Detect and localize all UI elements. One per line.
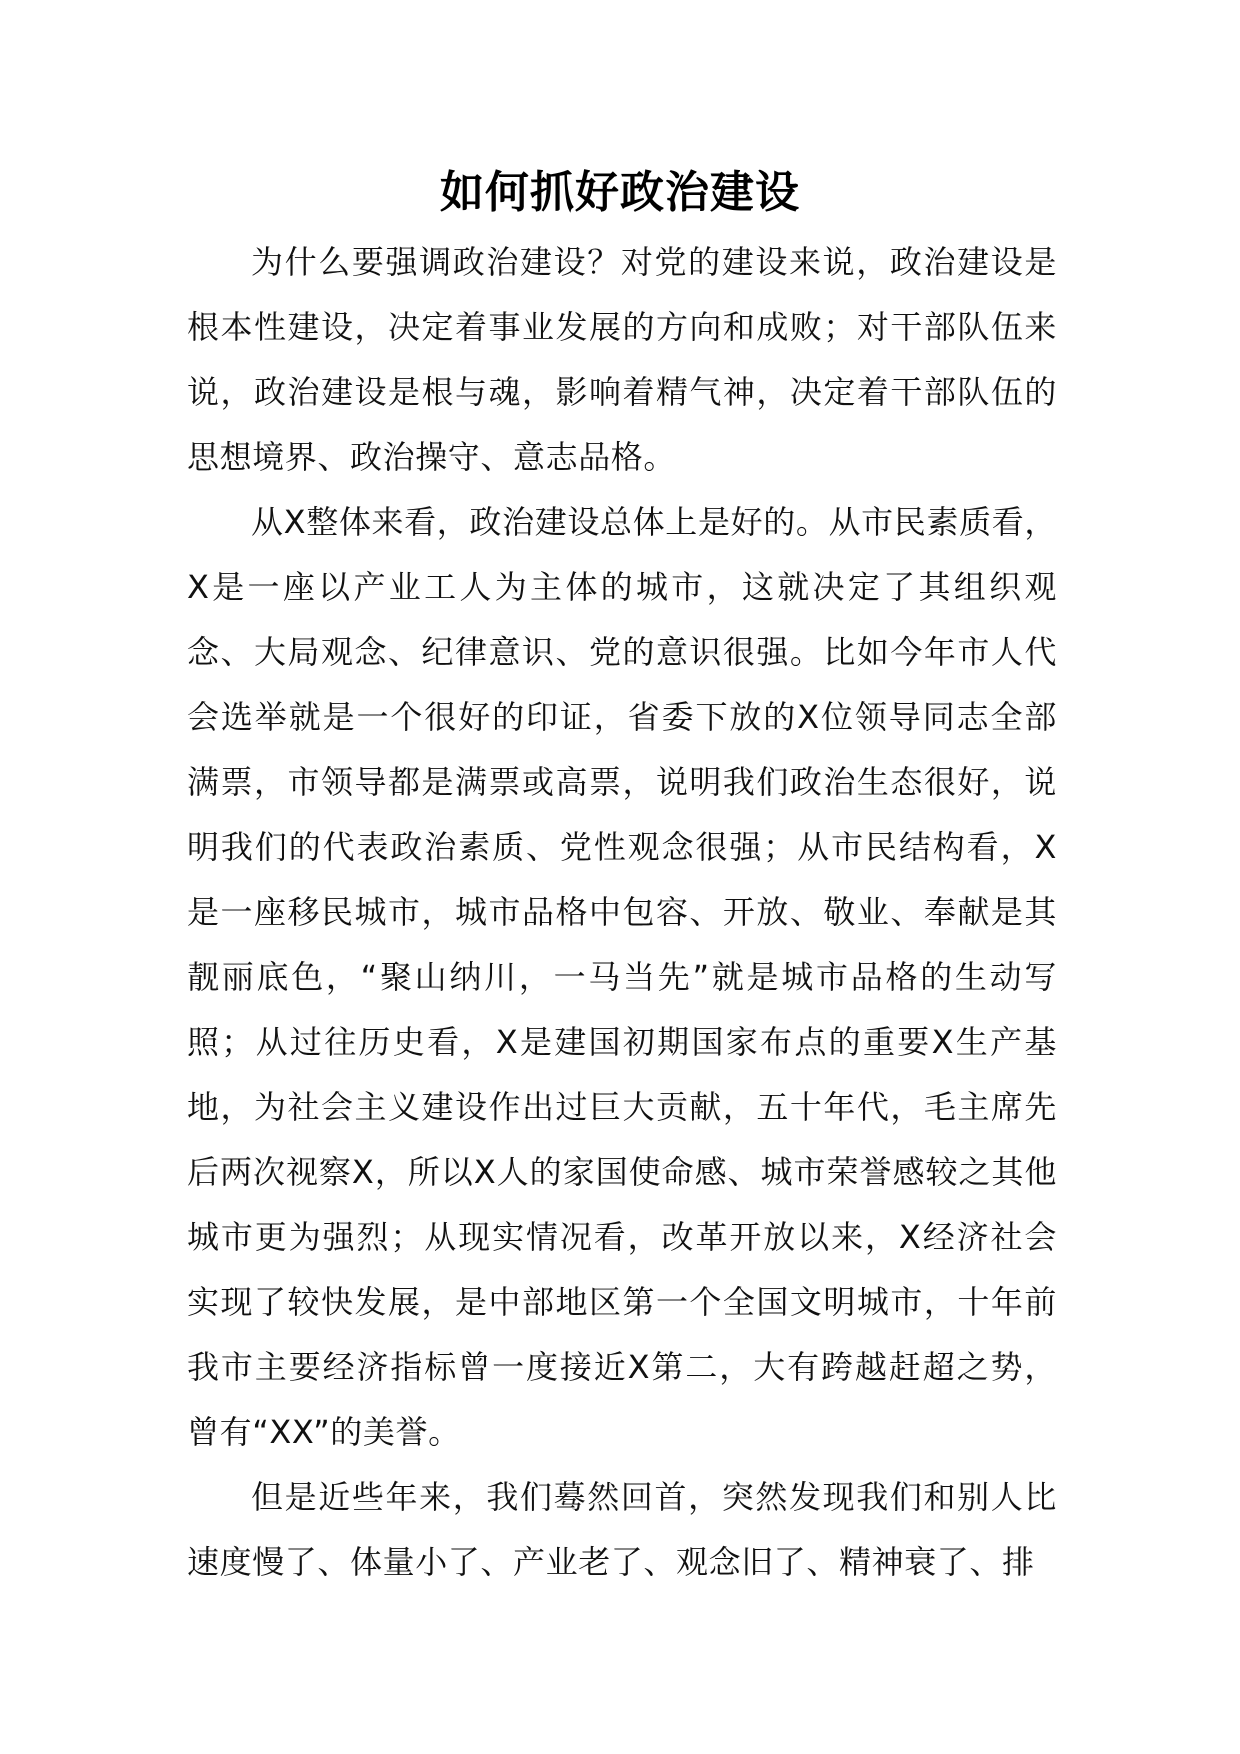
document-body [187,230,1057,1595]
paragraph: 从X整体来看，政治建设总体上是好的。从市民素质看，X是一座以产业工人为主体的城市，这就决定了其组织观念、大局观念、纪律意识、党的意识很强。比如今年市人代会选举就是一个很好的印证，省委下放的X位领导同志全部满票，市领导都是满票或高票，说明我们政治生态很好，说明我们的代表政治素质、党性观念很强；从市民结构看，X是一座移民城市，城市品格中包容、开放、敬业、奉献是其靓丽底色，“聚山纳川，一马当先”就是城市品格的生动写照；从过往历史看，X是建国初期国家布点的重要X生产基地，为社会主义建设作出过巨大贡献，五十年代，毛主席先后两次视察X，所以X人的家国使命感、城市荣誉感较之其他城市更为强烈；从现实情况看，改革开放以来，X经济社会实现了较快发展，是中部地区第一个全国文明城市，十年前我市主要经济指标曾一度接近X第二，大有跨越赶超之势，曾有“XX”的美誉。 [187,503,1057,1451]
document-title: 如何抓好政治建设 [440,167,800,218]
paragraph: 为什么要强调政治建设？对党的建设来说，政治建设是根本性建设，决定着事业发展的方向和成败；对干部队伍来说，政治建设是根与魂，影响着精气神，决定着干部队伍的思想境界、政治操守、意志品格。 [187,243,1057,476]
paragraph: 但是近些年来，我们蓦然回首，突然发现我们和别人比速度慢了、体量小了、产业老了、观念旧了、精神衰了、排 [187,1478,1057,1581]
